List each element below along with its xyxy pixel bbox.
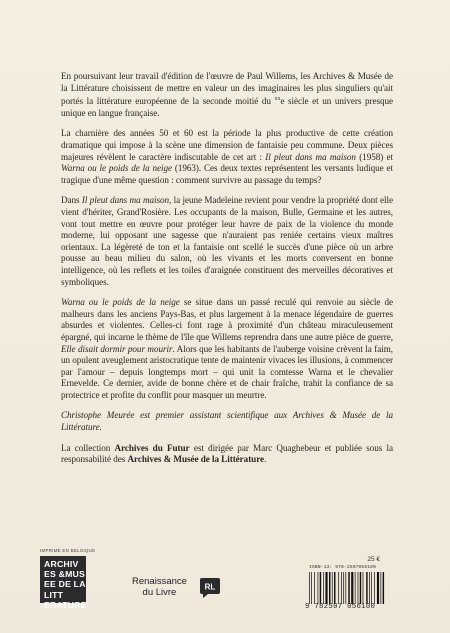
barcode-bar [369, 572, 370, 604]
paragraph-collection: La collection Archives du Futur est dirigée par Marc Quaghebeur et publiée sous la responsabilité des Archives & Musée de la Littérature. [61, 442, 393, 465]
barcode-bar [363, 572, 364, 604]
barcode-bar [374, 572, 375, 604]
barcode-bar [341, 572, 342, 604]
publisher-badge-text: RL [204, 582, 216, 592]
barcode-bar [311, 572, 312, 604]
paragraph-warna: Warna ou le poids de la neige se situe dans un passé reculé qui renvoie au siècle de malheurs dans les anciens Pays-Bas, et plus largement à la menace légendaire de guerres absurdes et violentes. Celles-ci font rage à proximité d'un château miraculeusement épargné, qui incarne le thème de l'île que Willems reprendra dans une autre pièce de guerre, Elle disait dormir pour mourir. Alors que les habitants de l'auberge voisine crèvent la faim, un opulent aveuglement aristocratique tente de maintenir vivaces les illusions, à commencer par l'amour – depuis longtemps mort – qui unit la comtesse Warna et le chevalier Erneveldе. Ce dernier, avide de bonne chère et de chair fraîche, trahit la confiance de sa protectrice et profite du conflit pour masquer un meurtre. [61, 297, 393, 400]
barcode-icon [309, 572, 385, 604]
barcode-bar [358, 572, 359, 604]
barcode-bar [345, 572, 346, 604]
barcode-bar [318, 572, 319, 604]
barcode-bar [314, 572, 315, 604]
publisher-logo [132, 576, 187, 598]
paragraph-il-pleut: Dans Il pleut dans ma maison, la jeune Madeleine revient pour vendre la propriété dont elle vient d'hériter, Grand'Rosière. Les occupants de la maison, Bulle, Germaine et les autres, vont tout mettre en œuvre pour protéger leur havre de paix de la violence du monde moderne, lui opposant une sagesse que n'auraient pas reniée certains vieux maîtres orientaux. La légèreté de ton et la fantaisie ont scellé le succès d'une pièce où un arbre pousse au beau milieu du salon, où les vivants et les morts conversent en bonne intelligence, où les reflets et les toiles d'araignée constituent des merveilles décoratives et symboliques. [61, 195, 393, 287]
paragraph-author: Christophe Meurée est premier assistant scientifique aux Archives & Musée de la Littérature. [61, 410, 393, 433]
barcode-bar [334, 572, 335, 604]
barcode-bar [343, 572, 344, 604]
imprint-label: IMPRIMÉ EN BELGIQUE [40, 548, 96, 553]
barcode-bar [371, 572, 372, 604]
publisher-name-line1: Renaissance [132, 576, 187, 587]
barcode-bar [332, 572, 333, 604]
isbn-text: ISBN-13: 978-2507056100 [309, 565, 376, 570]
barcode-bar [348, 572, 349, 604]
barcode-digits: 9 782507 056100 [305, 603, 376, 611]
paragraph-charniere: La charnière des années 50 et 60 est la période la plus productive de cette création dramatique qui impose à la scène une dimension de fantaisie peu commune. Deux pièces majeures révèlent le caractère indiscutable de cet art : Il pleut dans ma maison (1958) et Warna ou le poids de la neige (1963). Ces deux textes représentent les versants ludique et tragique d'une même question : comment survivre au passage du temps? [61, 128, 393, 185]
barcode-bar [338, 572, 339, 604]
barcode-bar [355, 572, 356, 604]
publisher-name-line2: du Livre [142, 587, 177, 598]
barcode-bar [381, 572, 382, 604]
barcode-bar [383, 572, 384, 604]
body-text [61, 71, 393, 475]
aml-logo: ARCHIV ES &MUS EE DE LA LITT ERATURE [40, 556, 86, 603]
barcode-bar [377, 572, 379, 604]
price: 25 € [367, 556, 380, 563]
barcode-bar [329, 572, 330, 604]
barcode-bar [360, 572, 361, 604]
publisher-badge-icon [199, 577, 221, 599]
barcode-bar [325, 572, 327, 604]
paragraph-intro: En poursuivant leur travail d'édition de l'œuvre de Paul Willems, les Archives & Musée de la Littérature choisissent de mettre en valeur un des imaginaires les plus singuliers qu'ait portés la littérature européenne de la seconde moitié du $^{xx}$e siècle et un univers presque unique en langue française. [61, 71, 393, 118]
barcode-bar [323, 572, 324, 604]
barcode-bar [320, 572, 321, 604]
barcode-bar [309, 572, 310, 604]
barcode-bar [366, 572, 367, 604]
barcode-bar [351, 572, 353, 604]
